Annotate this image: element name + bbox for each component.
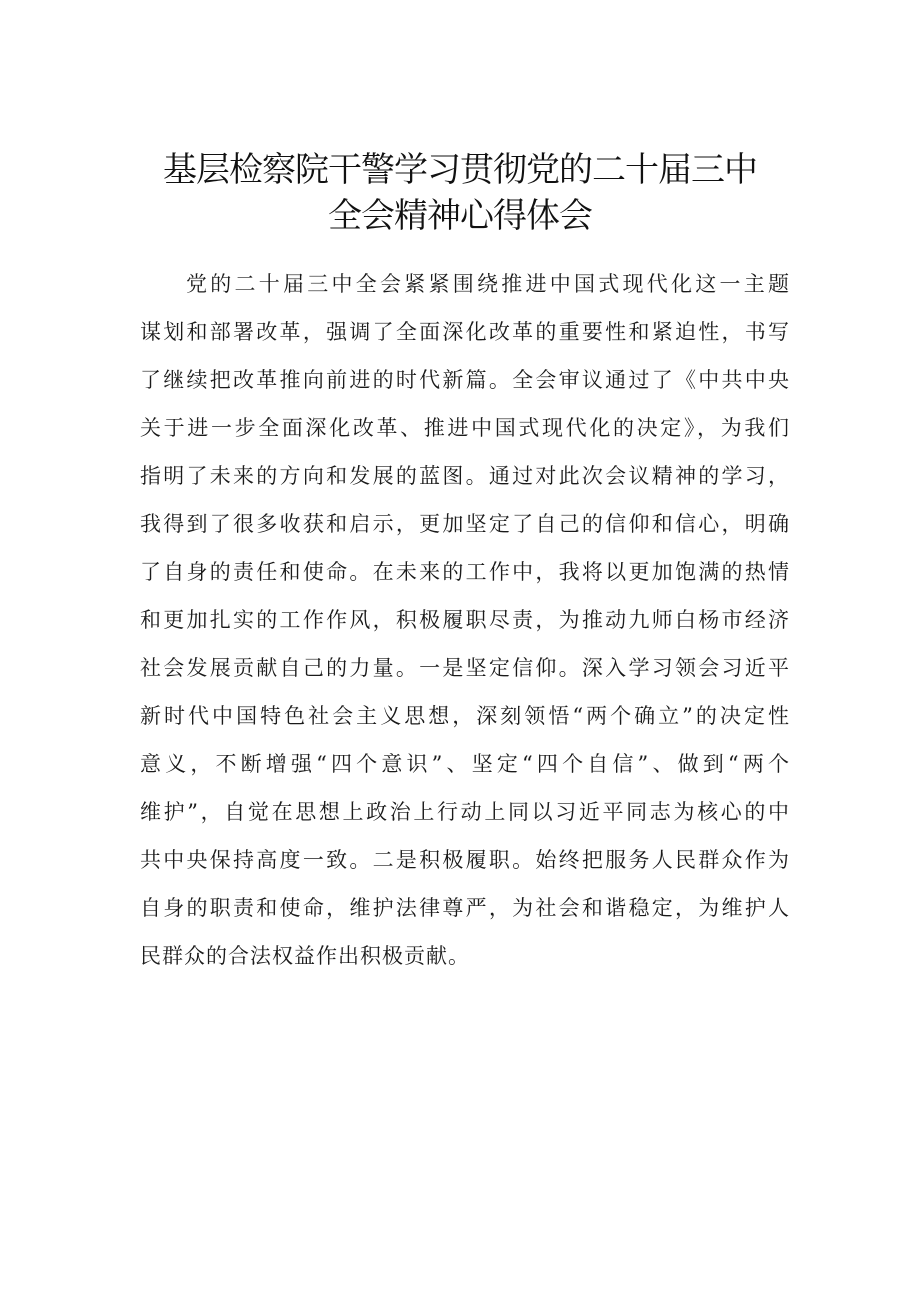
paragraph-line: 了继续把改革推向前进的时代新篇。全会审议通过了《中共中央: [140, 368, 790, 392]
paragraph-line: 新时代中国特色社会主义思想，深刻领悟“两个确立”的决定性: [140, 704, 790, 728]
paragraph-line: 维护”，自觉在思想上政治上行动上同以习近平同志为核心的中: [140, 800, 790, 824]
document-body: [140, 260, 790, 980]
paragraph-line: 社会发展贡献自己的力量。一是坚定信仰。深入学习领会习近平: [140, 656, 790, 680]
paragraph-line: 自身的职责和使命，维护法律尊严，为社会和谐稳定，为维护人: [140, 896, 790, 920]
document-title-line-1: 基层检察院干警学习贯彻党的二十届三中: [163, 150, 757, 190]
paragraph-line: 民群众的合法权益作出积极贡献。: [140, 944, 470, 968]
paragraph-line: 我得到了很多收获和启示，更加坚定了自己的信仰和信心，明确: [140, 512, 790, 536]
paragraph-line: 意义，不断增强“四个意识”、坚定“四个自信”、做到“两个: [140, 752, 790, 776]
paragraph-line: 谋划和部署改革，强调了全面深化改革的重要性和紧迫性，书写: [140, 320, 790, 344]
document-title-line-2: 全会精神心得体会: [328, 196, 592, 236]
paragraph-line: 关于进一步全面深化改革、推进中国式现代化的决定》，为我们: [140, 416, 790, 440]
paragraph-line: 指明了未来的方向和发展的蓝图。通过对此次会议精神的学习，: [140, 464, 790, 488]
paragraph-line: 了自身的责任和使命。在未来的工作中，我将以更加饱满的热情: [140, 560, 790, 584]
paragraph-line: 共中央保持高度一致。二是积极履职。始终把服务人民群众作为: [140, 848, 790, 872]
paragraph-line: 和更加扎实的工作作风，积极履职尽责，为推动九师白杨市经济: [140, 608, 790, 632]
paragraph-line: 党的二十届三中全会紧紧围绕推进中国式现代化这一主题: [186, 272, 790, 296]
